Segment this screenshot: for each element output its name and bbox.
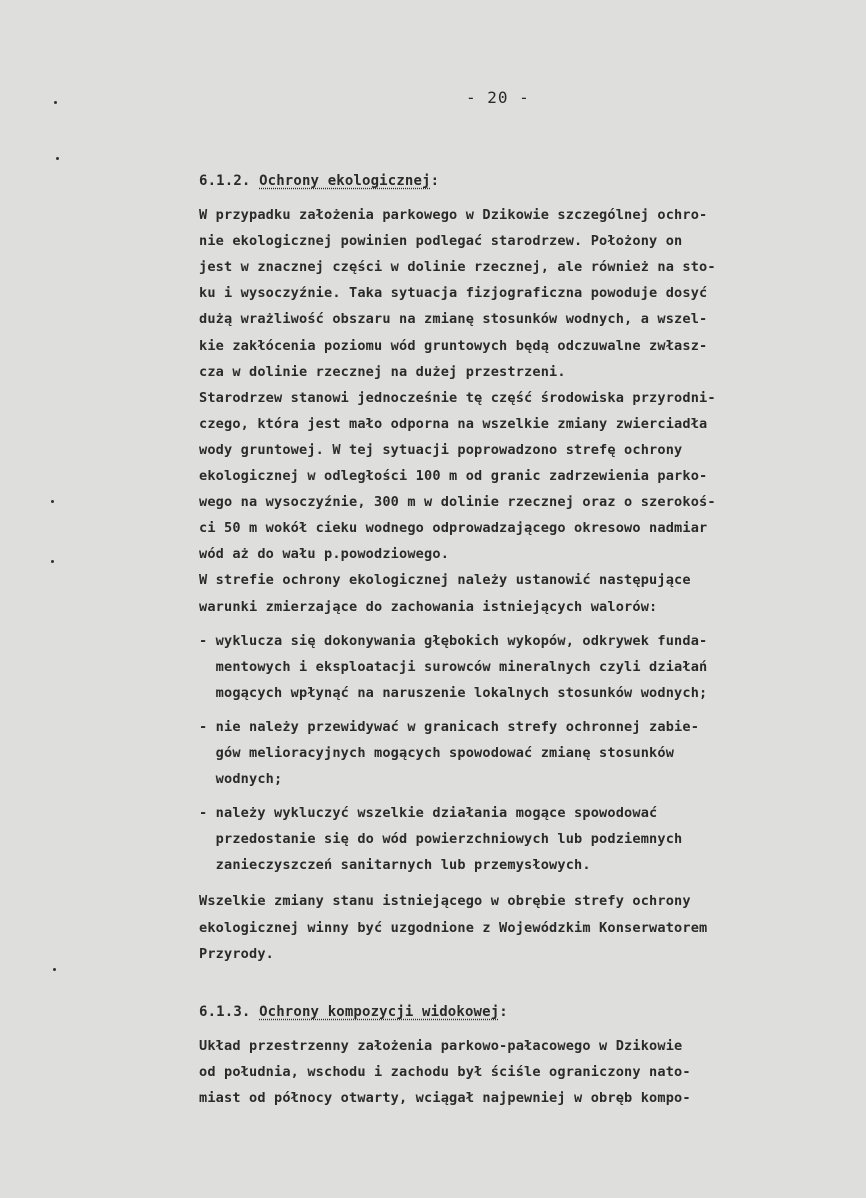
text-line: zanieczyszczeń sanitarnych lub przemysłowych. bbox=[199, 857, 591, 874]
text-line: warunki zmierzające do zachowania istniejących walorów: bbox=[199, 598, 658, 615]
text-line: wody gruntowej. W tej sytuacji poprowadzono strefę ochrony bbox=[199, 441, 683, 458]
text-line: miast od północy otwarty, wciągał najpewniej w obręb kompo- bbox=[199, 1090, 691, 1107]
text-line: Starodrzew stanowi jednocześnie tę część środowiska przyrodni- bbox=[199, 389, 716, 406]
text-line: gów melioracyjnych mogących spowodować zmianę stosunków bbox=[199, 744, 675, 761]
text-line: cza w dolinie rzecznej na dużej przestrzeni. bbox=[199, 363, 566, 380]
text-line: czego, która jest mało odporna na wszelkie zmiany zwierciadła bbox=[199, 415, 708, 432]
text-line: ekologicznej winny być uzgodnione z Wojewódzkim Konserwatorem bbox=[199, 919, 708, 936]
text-line: mogących wpłynąć na naruszenie lokalnych stosunków wodnych; bbox=[199, 684, 708, 701]
text-line: nie ekologicznej powinien podlegać starodrzew. Położony on bbox=[199, 233, 683, 250]
text-line: wego na wysoczyźnie, 300 m w dolinie rzecznej oraz o szerokoś- bbox=[199, 494, 716, 511]
heading-colon: : bbox=[430, 173, 440, 189]
list-item bbox=[199, 628, 849, 706]
paragraph-1 bbox=[199, 202, 849, 385]
page-number: - 20 - bbox=[466, 88, 530, 107]
text-line: - nie należy przewidywać w granicach strefy ochronnej zabie- bbox=[199, 718, 700, 735]
section-heading bbox=[199, 999, 849, 1025]
text-line: - należy wykluczyć wszelkie działania mogące spowodować bbox=[199, 805, 658, 822]
text-line: W strefie ochrony ekologicznej należy ustanowić następujące bbox=[199, 572, 691, 589]
text-line: wodnych; bbox=[199, 771, 283, 788]
heading-colon: : bbox=[499, 1004, 508, 1020]
text-line: W przypadku założenia parkowego w Dzikowie szczególnej ochro- bbox=[199, 207, 708, 224]
text-line: przedostanie się do wód powierzchniowych lub podziemnych bbox=[199, 831, 683, 848]
section-ochrony-kompozycji bbox=[199, 999, 849, 1111]
paragraph-3 bbox=[199, 567, 849, 619]
text-line: dużą wrażliwość obszaru na zmianę stosunków wodnych, a wszel- bbox=[199, 311, 708, 328]
text-line: od południa, wschodu i zachodu był ściśle ograniczony nato- bbox=[199, 1064, 691, 1081]
text-line: wód aż do wału p.powodziowego. bbox=[199, 546, 450, 563]
text-line: ekologicznej w odległości 100 m od granic zadrzewienia parko- bbox=[199, 468, 708, 485]
section-heading bbox=[199, 168, 849, 194]
text-line: Przyrody. bbox=[199, 945, 275, 962]
paragraph-4 bbox=[199, 888, 849, 966]
section-title: Ochrony kompozycji widokowej bbox=[259, 1004, 500, 1020]
text-line: Układ przestrzenny założenia parkowo-pałacowego w Dzikowie bbox=[199, 1038, 683, 1055]
paragraph-2 bbox=[199, 385, 849, 568]
text-line: kie zakłócenia poziomu wód gruntowych będą odczuwalne zwłasz- bbox=[199, 337, 708, 354]
scan-speck bbox=[51, 560, 54, 563]
scan-speck bbox=[53, 968, 56, 971]
text-line: ci 50 m wokół cieku wodnego odprowadzającego okresowo nadmiar bbox=[199, 520, 708, 537]
scan-speck bbox=[54, 101, 57, 104]
text-line: jest w znacznej części w dolinie rzecznej, ale również na sto- bbox=[199, 259, 716, 276]
section-number: 6.1.2. bbox=[199, 173, 260, 189]
section-number: 6.1.3. bbox=[199, 1004, 260, 1020]
scan-speck bbox=[51, 500, 54, 503]
text-line: Wszelkie zmiany stanu istniejącego w obrębie strefy ochrony bbox=[199, 893, 691, 910]
section-ochrony-ekologicznej bbox=[199, 168, 849, 967]
bullet-list bbox=[199, 628, 849, 879]
list-item bbox=[199, 714, 849, 792]
text-line: mentowych i eksploatacji surowców mineralnych czyli działań bbox=[199, 658, 708, 675]
section-title: Ochrony ekologicznej bbox=[259, 173, 431, 189]
list-item bbox=[199, 800, 849, 878]
scan-speck bbox=[56, 157, 59, 160]
paragraph-1 bbox=[199, 1033, 849, 1111]
text-line: - wyklucza się dokonywania głębokich wykopów, odkrywek funda- bbox=[199, 632, 708, 649]
text-line: ku i wysoczyźnie. Taka sytuacja fizjograficzna powoduje dosyć bbox=[199, 285, 708, 302]
